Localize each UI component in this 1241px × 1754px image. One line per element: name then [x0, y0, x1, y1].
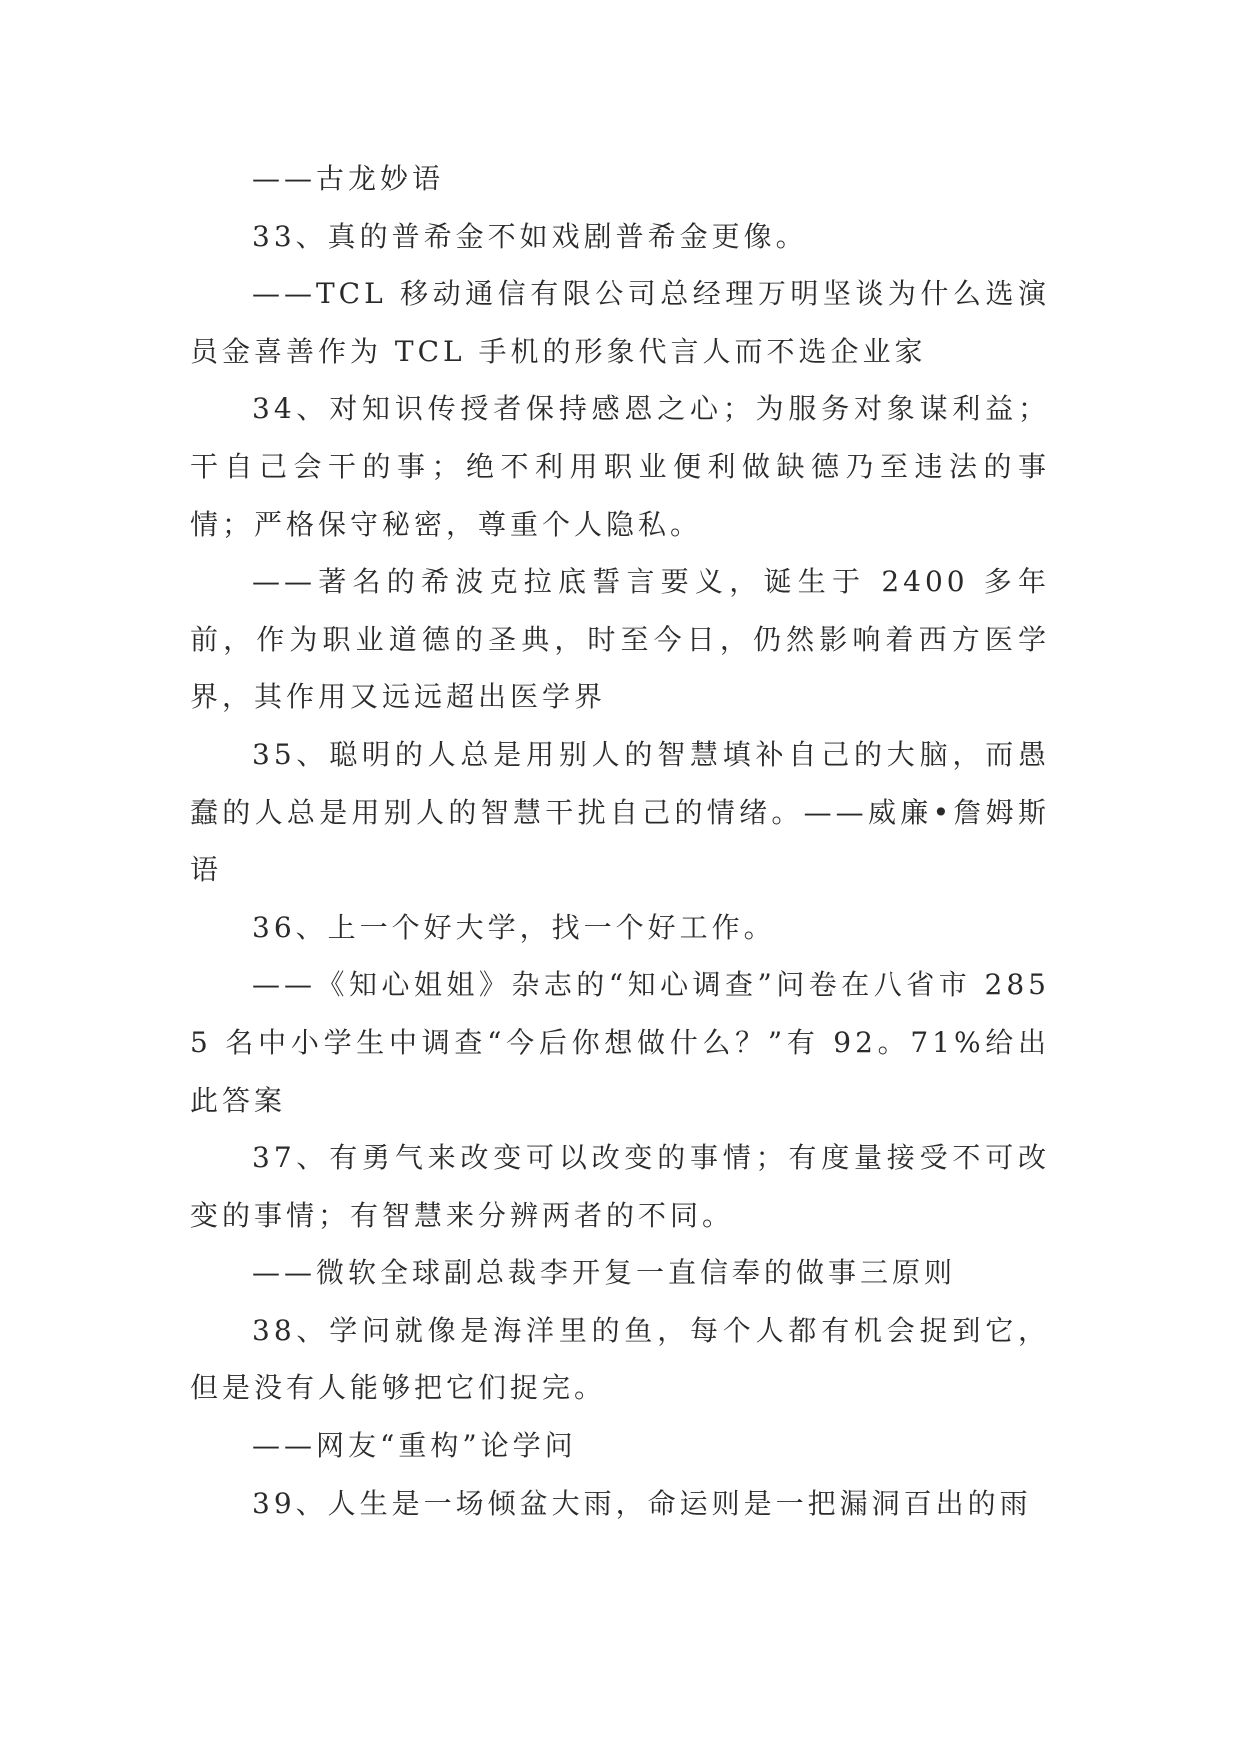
quote-34: 34、对知识传授者保持感恩之心；为服务对象谋利益；干自己会干的事；绝不利用职业便利做缺德乃至违法的事情；严格保守秘密，尊重个人隐私。: [190, 392, 1050, 541]
quote-source-tcl: ——TCL 移动通信有限公司总经理万明坚谈为什么选演员金喜善作为 TCL 手机的形象代言人而不选企业家: [190, 277, 1050, 368]
quote-35: 35、聪明的人总是用别人的智慧填补自己的大脑，而愚蠢的人总是用别人的智慧干扰自己的情绪。——威廉•詹姆斯语: [190, 737, 1050, 887]
quote-36: 36、上一个好大学，找一个好工作。: [252, 910, 776, 944]
document-body: [190, 150, 1050, 1532]
quote-33: 33、真的普希金不如戏剧普希金更像。: [252, 219, 808, 253]
quote-source-netizen: ——网友“重构”论学问: [252, 1429, 577, 1463]
quote-38: 38、学问就像是海洋里的鱼，每个人都有机会捉到它，但是没有人能够把它们捉完。: [190, 1313, 1050, 1405]
quote-source-gulong: ——古龙妙语: [252, 162, 445, 195]
quote-source-hippocratic: ——著名的希波克拉底誓言要义，诞生于 2400 多年前，作为职业道德的圣典，时至今日，仍然影响着西方医学界，其作用又远远超出医学界: [190, 565, 1050, 714]
quote-37: 37、有勇气来改变可以改变的事情；有度量接受不可改变的事情；有智慧来分辨两者的不同。: [190, 1141, 1050, 1232]
quote-source-survey: ——《知心姐姐》杂志的“知心调查”问卷在八省市 2855 名中小学生中调查“今后你想做什么？”有 92。71%给出此答案: [190, 968, 1050, 1117]
quote-source-microsoft: ——微软全球副总裁李开复一直信奉的做事三原则: [252, 1256, 957, 1290]
quote-39: 39、人生是一场倾盆大雨，命运则是一把漏洞百出的雨: [252, 1486, 1032, 1520]
